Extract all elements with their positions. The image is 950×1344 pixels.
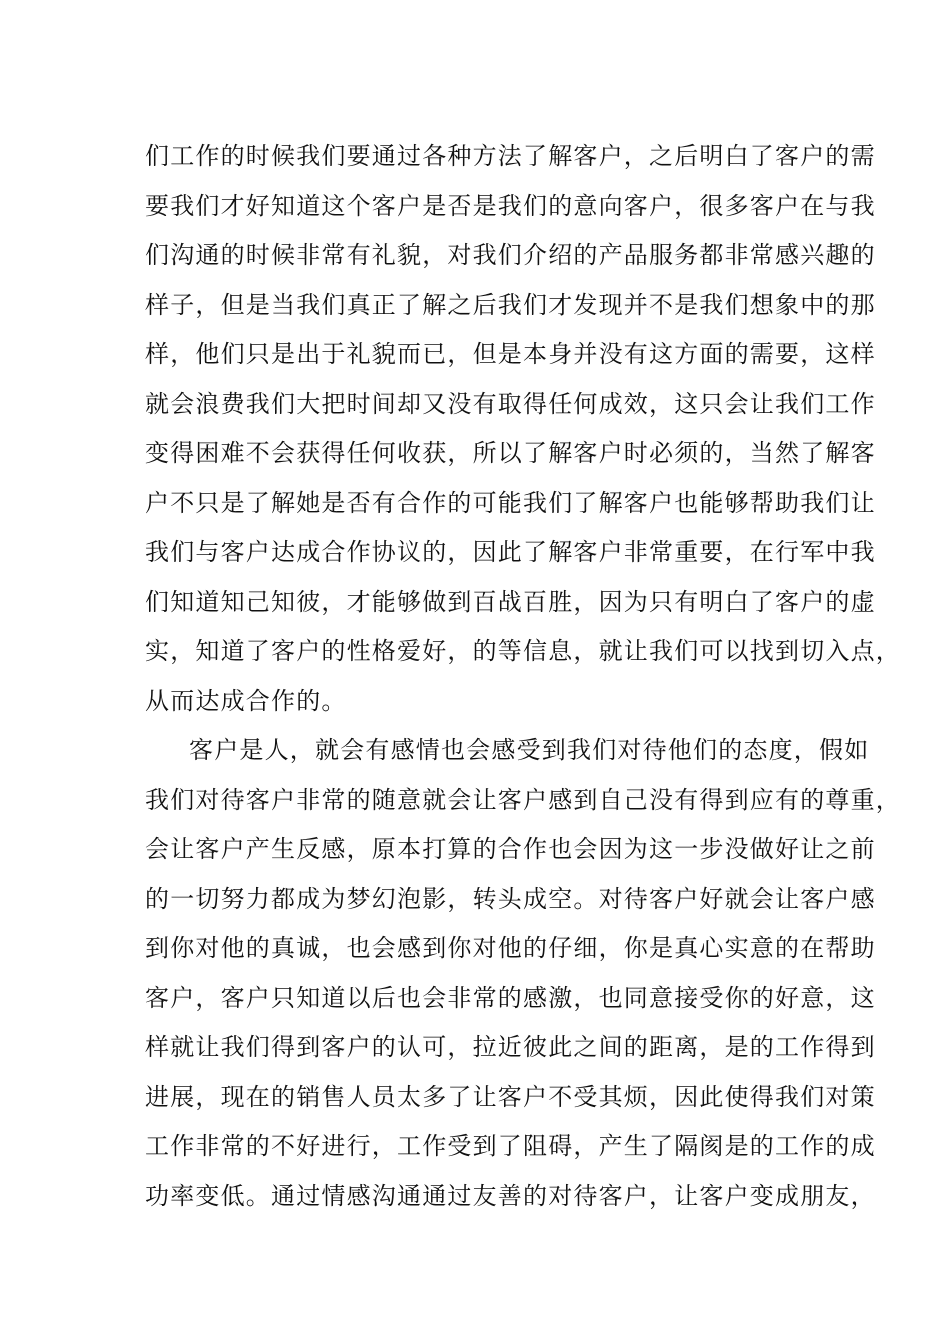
text-line: 样，他们只是出于礼貌而已，但是本身并没有这方面的需要，这样	[145, 340, 876, 368]
text-line: 功率变低。通过情感沟通通过友善的对待客户，让客户变成朋友，	[145, 1181, 876, 1210]
paragraph-1	[145, 132, 901, 726]
paragraph-2	[145, 726, 901, 1221]
text-line: 要我们才好知道这个客户是否是我们的意向客户，很多客户在与我	[145, 191, 876, 220]
text-line: 们沟通的时候非常有礼貌，对我们介绍的产品服务都非常感兴趣的	[145, 241, 876, 269]
text-line: 会让客户产生反感，原本打算的合作也会因为这一步没做好让之前	[145, 835, 876, 863]
text-line: 客户，客户只知道以后也会非常的感激，也同意接受你的好意，这	[145, 983, 876, 1012]
text-line: 样就让我们得到客户的认可，拉近彼此之间的距离，是的工作得到	[145, 1033, 876, 1061]
text-line: 们工作的时候我们要通过各种方法了解客户，之后明白了客户的需	[145, 142, 876, 170]
text-line: 工作非常的不好进行，工作受到了阻碍，产生了隔阂是的工作的成	[145, 1132, 876, 1160]
text-line: 的一切努力都成为梦幻泡影，转头成空。对待客户好就会让客户感	[145, 884, 876, 913]
text-line: 从而达成合作的。	[145, 686, 347, 715]
text-line: 就会浪费我们大把时间却又没有取得任何成效，这只会让我们工作	[145, 389, 876, 418]
text-line: 实，知道了客户的性格爱好，的等信息，就让我们可以找到切入点，	[145, 637, 901, 665]
text-line: 们知道知己知彼，才能够做到百战百胜，因为只有明白了客户的虚	[145, 587, 876, 616]
text-line: 我们与客户达成合作协议的，因此了解客户非常重要，在行军中我	[145, 538, 876, 566]
text-line: 变得困难不会获得任何收获，所以了解客户时必须的，当然了解客	[145, 439, 876, 467]
text-line: 进展，现在的销售人员太多了让客户不受其烦，因此使得我们对策	[145, 1082, 876, 1111]
text-line: 户不只是了解她是否有合作的可能我们了解客户也能够帮助我们让	[145, 488, 876, 517]
text-line: 样子，但是当我们真正了解之后我们才发现并不是我们想象中的那	[145, 290, 876, 319]
text-line: 到你对他的真诚，也会感到你对他的仔细，你是真心实意的在帮助	[145, 934, 876, 962]
text-line: 我们对待客户非常的随意就会让客户感到自己没有得到应有的尊重，	[145, 785, 901, 814]
text-line: 客户是人，就会有感情也会感受到我们对待他们的态度，假如	[189, 736, 870, 764]
